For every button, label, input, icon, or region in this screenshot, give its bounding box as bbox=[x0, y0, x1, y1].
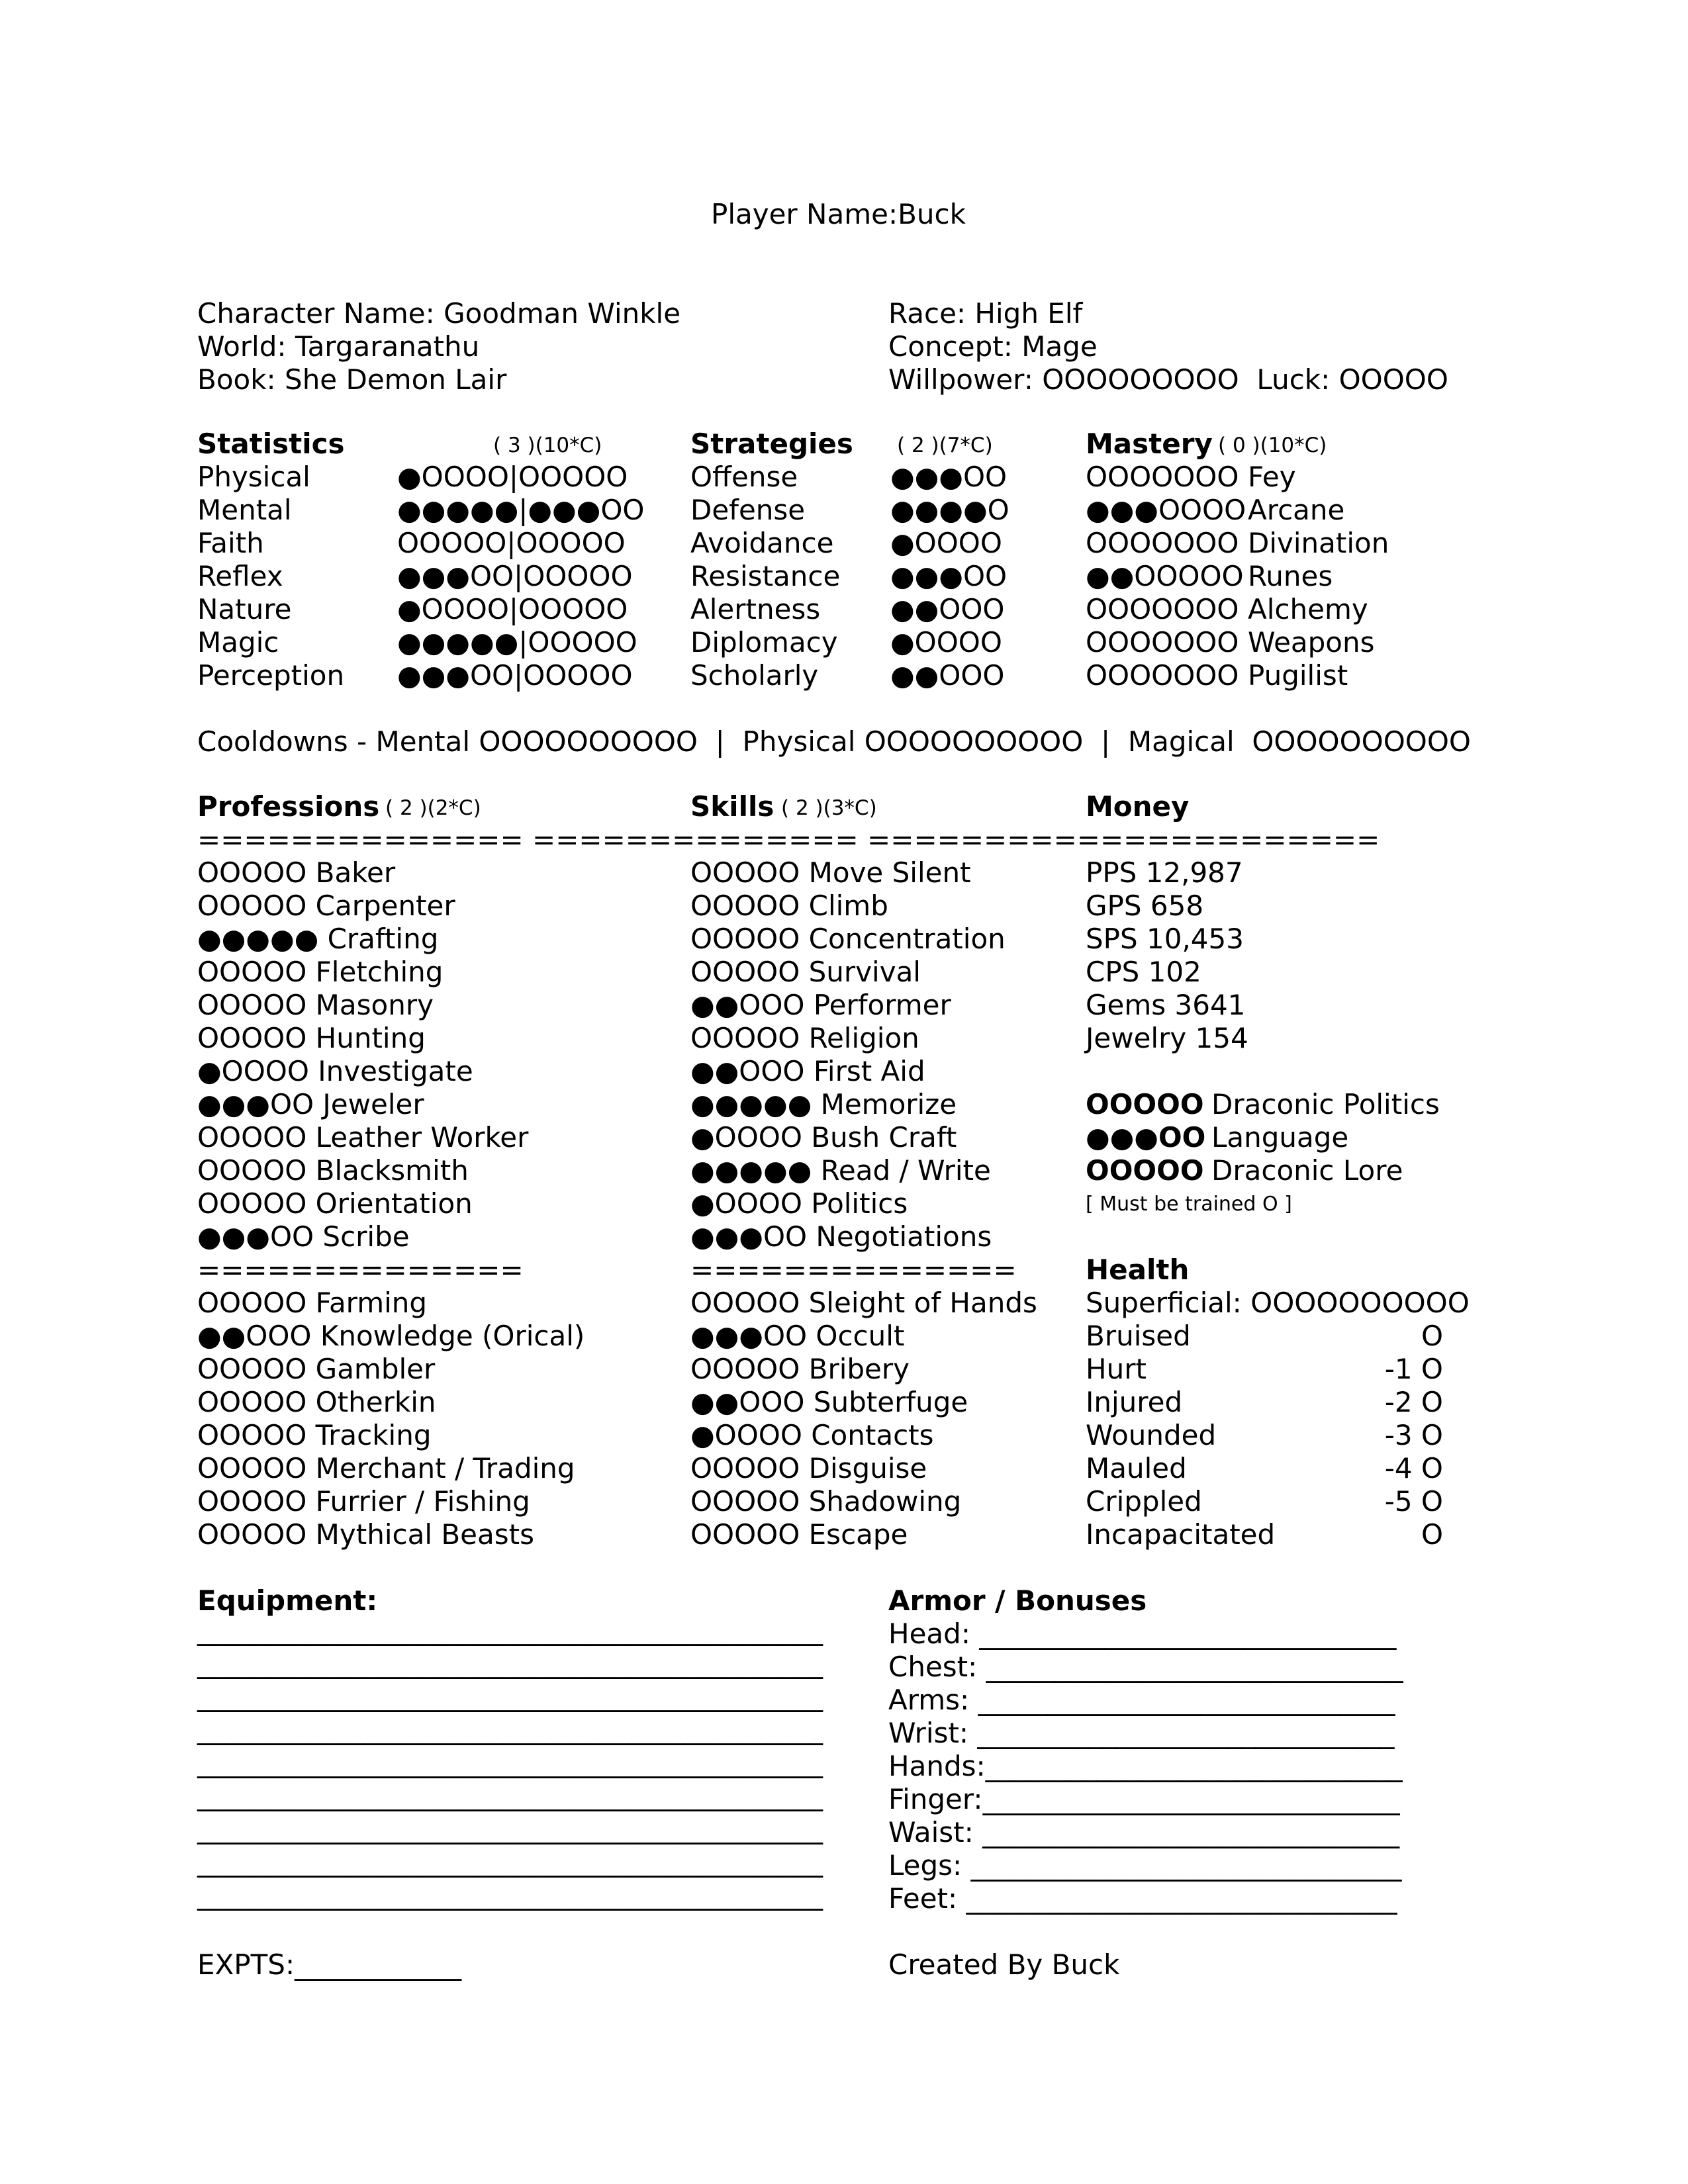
health-level-name: Bruised bbox=[1086, 1320, 1191, 1352]
profession-item: OOOOO Carpenter bbox=[197, 889, 455, 922]
money-extra-rating: ●●●OO bbox=[1086, 1121, 1206, 1154]
mastery-name: Runes bbox=[1248, 560, 1333, 592]
profession-item: OOOOO Merchant / Trading bbox=[197, 1452, 575, 1484]
separator-long: ============== ============== ====================== bbox=[197, 823, 1380, 856]
skill-item: OOOOO Move Silent bbox=[690, 856, 971, 889]
money-extra-rating: OOOOO bbox=[1086, 1154, 1204, 1187]
mastery-name: Pugilist bbox=[1248, 659, 1348, 692]
health-level-name: Hurt bbox=[1086, 1353, 1147, 1385]
profession-item: OOOOO Hunting bbox=[197, 1022, 426, 1054]
statistic-rating: ●OOOO|OOOOO bbox=[397, 593, 628, 625]
strategies-title: Strategies bbox=[690, 428, 853, 460]
mastery-rating: OOOOOOO bbox=[1086, 461, 1239, 493]
strategy-name: Offense bbox=[690, 461, 798, 493]
money-title: Money bbox=[1086, 790, 1190, 823]
separator-short: ============== bbox=[690, 1253, 1017, 1286]
mastery-rating: OOOOOOO bbox=[1086, 659, 1239, 692]
statistic-rating: OOOOO|OOOOO bbox=[397, 527, 626, 559]
separator-short: ============== bbox=[197, 1253, 524, 1286]
equipment-line: _____________________________________________ bbox=[197, 1680, 823, 1712]
health-level-name: Injured bbox=[1086, 1386, 1183, 1418]
created-by: Created By Buck bbox=[888, 1948, 1120, 1981]
skill-item: OOOOO Sleight of Hands bbox=[690, 1287, 1037, 1319]
strategy-rating: ●OOOO bbox=[890, 626, 1002, 659]
armor-slot: Wrist: ______________________________ bbox=[888, 1717, 1395, 1749]
armor-slot: Hands:______________________________ bbox=[888, 1750, 1403, 1782]
profession-item: ●●OOO Knowledge (Orical) bbox=[197, 1320, 585, 1352]
equipment-line: _____________________________________________ bbox=[197, 1614, 823, 1646]
player-name: Player Name:Buck bbox=[711, 198, 966, 230]
statistic-rating: ●●●OO|OOOOO bbox=[397, 659, 633, 692]
armor-title: Armor / Bonuses bbox=[888, 1584, 1147, 1617]
skill-item: ●●OOO First Aid bbox=[690, 1055, 925, 1087]
money-item: SPS 10,453 bbox=[1086, 923, 1244, 955]
equipment-line: _____________________________________________ bbox=[197, 1779, 823, 1811]
strategy-rating: ●●OOO bbox=[890, 593, 1005, 625]
armor-slot: Legs: _______________________________ bbox=[888, 1849, 1402, 1882]
equipment-line: _____________________________________________ bbox=[197, 1713, 823, 1745]
profession-item: OOOOO Fletching bbox=[197, 956, 444, 988]
skill-item: OOOOO Escape bbox=[690, 1518, 908, 1551]
statistic-rating: ●●●OO|OOOOO bbox=[397, 560, 633, 592]
skill-item: ●●●●● Memorize bbox=[690, 1088, 957, 1120]
profession-item: ●●●●● Crafting bbox=[197, 923, 439, 955]
health-level-name: Wounded bbox=[1086, 1419, 1217, 1451]
profession-item: OOOOO Furrier / Fishing bbox=[197, 1485, 530, 1518]
money-item: Jewelry 154 bbox=[1086, 1022, 1248, 1054]
money-item: Gems 3641 bbox=[1086, 989, 1246, 1021]
profession-item: OOOOO Mythical Beasts bbox=[197, 1518, 534, 1551]
skill-item: ●OOOO Bush Craft bbox=[690, 1121, 957, 1154]
profession-item: OOOOO Tracking bbox=[197, 1419, 432, 1451]
skills-title: Skills bbox=[690, 790, 774, 823]
race: Race: High Elf bbox=[888, 297, 1083, 330]
strategy-rating: ●●OOO bbox=[890, 659, 1005, 692]
statistic-name: Reflex bbox=[197, 560, 283, 592]
skill-item: OOOOO Survival bbox=[690, 956, 921, 988]
strategy-name: Resistance bbox=[690, 560, 841, 592]
statistic-name: Faith bbox=[197, 527, 264, 559]
mastery-name: Weapons bbox=[1248, 626, 1375, 659]
skill-item: OOOOO Religion bbox=[690, 1022, 919, 1054]
strategy-name: Diplomacy bbox=[690, 626, 838, 659]
statistic-rating: ●OOOO|OOOOO bbox=[397, 461, 628, 493]
strategy-rating: ●OOOO bbox=[890, 527, 1002, 559]
armor-slot: Arms: ______________________________ bbox=[888, 1684, 1395, 1716]
world: World: Targaranathu bbox=[197, 330, 480, 363]
profession-item: OOOOO Farming bbox=[197, 1287, 428, 1319]
equipment-title: Equipment: bbox=[197, 1584, 378, 1617]
equipment-line: _____________________________________________ bbox=[197, 1878, 823, 1911]
skill-item: OOOOO Concentration bbox=[690, 923, 1006, 955]
money-extra-rating: OOOOO bbox=[1086, 1088, 1204, 1120]
profession-item: OOOOO Orientation bbox=[197, 1187, 473, 1220]
armor-slot: Chest: ______________________________ bbox=[888, 1651, 1403, 1683]
character-name: Character Name: Goodman Winkle bbox=[197, 297, 681, 330]
willpower-luck: Willpower: OOOOOOOOO Luck: OOOOO bbox=[888, 363, 1448, 396]
professions-meta: ( 2 )(2*C) bbox=[385, 796, 481, 820]
armor-slot: Feet: _______________________________ bbox=[888, 1882, 1397, 1915]
skill-item: OOOOO Climb bbox=[690, 889, 888, 922]
skills-meta: ( 2 )(3*C) bbox=[781, 796, 877, 820]
health-level-value: O bbox=[1421, 1320, 1443, 1352]
mastery-rating: ●●OOOOO bbox=[1086, 560, 1244, 592]
statistic-rating: ●●●●●|●●●OO bbox=[397, 494, 645, 526]
health-level-name: Crippled bbox=[1086, 1485, 1202, 1518]
equipment-line: _____________________________________________ bbox=[197, 1812, 823, 1844]
statistics-title: Statistics bbox=[197, 428, 345, 460]
mastery-meta: ( 0 )(10*C) bbox=[1218, 433, 1327, 457]
professions-title: Professions bbox=[197, 790, 380, 823]
health-level-name: Incapacitated bbox=[1086, 1518, 1276, 1551]
strategy-rating: ●●●OO bbox=[890, 461, 1008, 493]
money-extra-name: Draconic Politics bbox=[1211, 1088, 1440, 1120]
money-item: GPS 658 bbox=[1086, 889, 1204, 922]
profession-item: ●●●OO Scribe bbox=[197, 1220, 410, 1253]
profession-item: ●OOOO Investigate bbox=[197, 1055, 473, 1087]
profession-item: OOOOO Baker bbox=[197, 856, 396, 889]
health-level-value: -4 O bbox=[1384, 1452, 1443, 1484]
skill-item: ●OOOO Politics bbox=[690, 1187, 908, 1220]
statistic-name: Nature bbox=[197, 593, 292, 625]
statistic-name: Physical bbox=[197, 461, 310, 493]
strategy-rating: ●●●OO bbox=[890, 560, 1008, 592]
armor-slot: Head: ______________________________ bbox=[888, 1617, 1397, 1650]
statistic-rating: ●●●●●|OOOOO bbox=[397, 626, 637, 659]
equipment-line: _____________________________________________ bbox=[197, 1746, 823, 1778]
health-level-value: -3 O bbox=[1384, 1419, 1443, 1451]
statistic-name: Perception bbox=[197, 659, 345, 692]
profession-item: OOOOO Blacksmith bbox=[197, 1154, 469, 1187]
cooldowns: Cooldowns - Mental OOOOOOOOOO | Physical OOOOOOOOOO | Magical OOOOOOOOOO bbox=[197, 725, 1471, 758]
health-level-value: -5 O bbox=[1384, 1485, 1443, 1518]
armor-slot: Finger:______________________________ bbox=[888, 1783, 1400, 1815]
concept: Concept: Mage bbox=[888, 330, 1098, 363]
mastery-rating: OOOOOOO bbox=[1086, 626, 1239, 659]
statistic-name: Magic bbox=[197, 626, 279, 659]
skill-item: ●OOOO Contacts bbox=[690, 1419, 934, 1451]
health-level-name: Mauled bbox=[1086, 1452, 1187, 1484]
mastery-rating: OOOOOOO bbox=[1086, 593, 1239, 625]
health-superficial: Superficial: OOOOOOOOOO bbox=[1086, 1287, 1470, 1319]
statistics-meta: ( 3 )(10*C) bbox=[493, 433, 602, 457]
skill-item: ●●●OO Negotiations bbox=[690, 1220, 992, 1253]
skill-item: OOOOO Shadowing bbox=[690, 1485, 962, 1518]
strategy-name: Defense bbox=[690, 494, 806, 526]
equipment-line: _____________________________________________ bbox=[197, 1647, 823, 1679]
mastery-rating: OOOOOOO bbox=[1086, 527, 1239, 559]
training-note: [ Must be trained O ] bbox=[1086, 1193, 1292, 1216]
expts: EXPTS:____________ bbox=[197, 1948, 462, 1981]
skill-item: OOOOO Bribery bbox=[690, 1353, 910, 1385]
armor-slot: Waist: ______________________________ bbox=[888, 1816, 1400, 1848]
strategies-meta: ( 2 )(7*C) bbox=[897, 433, 993, 457]
health-level-value: -1 O bbox=[1384, 1353, 1443, 1385]
profession-item: OOOOO Gambler bbox=[197, 1353, 436, 1385]
skill-item: ●●●●● Read / Write bbox=[690, 1154, 991, 1187]
health-level-value: O bbox=[1421, 1518, 1443, 1551]
strategy-name: Scholarly bbox=[690, 659, 819, 692]
strategy-name: Alertness bbox=[690, 593, 821, 625]
mastery-name: Divination bbox=[1248, 527, 1389, 559]
statistic-name: Mental bbox=[197, 494, 292, 526]
profession-item: OOOOO Masonry bbox=[197, 989, 434, 1021]
mastery-rating: ●●●OOOO bbox=[1086, 494, 1246, 526]
profession-item: ●●●OO Jeweler bbox=[197, 1088, 424, 1120]
book: Book: She Demon Lair bbox=[197, 363, 507, 396]
money-extra-name: Language bbox=[1211, 1121, 1349, 1154]
skill-item: ●●OOO Subterfuge bbox=[690, 1386, 968, 1418]
mastery-name: Fey bbox=[1248, 461, 1296, 493]
mastery-name: Alchemy bbox=[1248, 593, 1368, 625]
skill-item: OOOOO Disguise bbox=[690, 1452, 927, 1484]
money-item: CPS 102 bbox=[1086, 956, 1201, 988]
money-extra-name: Draconic Lore bbox=[1211, 1154, 1403, 1187]
strategy-name: Avoidance bbox=[690, 527, 834, 559]
equipment-line: _____________________________________________ bbox=[197, 1845, 823, 1878]
money-item: PPS 12,987 bbox=[1086, 856, 1243, 889]
health-level-value: -2 O bbox=[1384, 1386, 1443, 1418]
mastery-title: Mastery bbox=[1086, 428, 1213, 460]
strategy-rating: ●●●●O bbox=[890, 494, 1009, 526]
profession-item: OOOOO Otherkin bbox=[197, 1386, 436, 1418]
health-title: Health bbox=[1086, 1253, 1190, 1286]
skill-item: ●●OOO Performer bbox=[690, 989, 951, 1021]
skill-item: ●●●OO Occult bbox=[690, 1320, 905, 1352]
mastery-name: Arcane bbox=[1248, 494, 1345, 526]
profession-item: OOOOO Leather Worker bbox=[197, 1121, 529, 1154]
